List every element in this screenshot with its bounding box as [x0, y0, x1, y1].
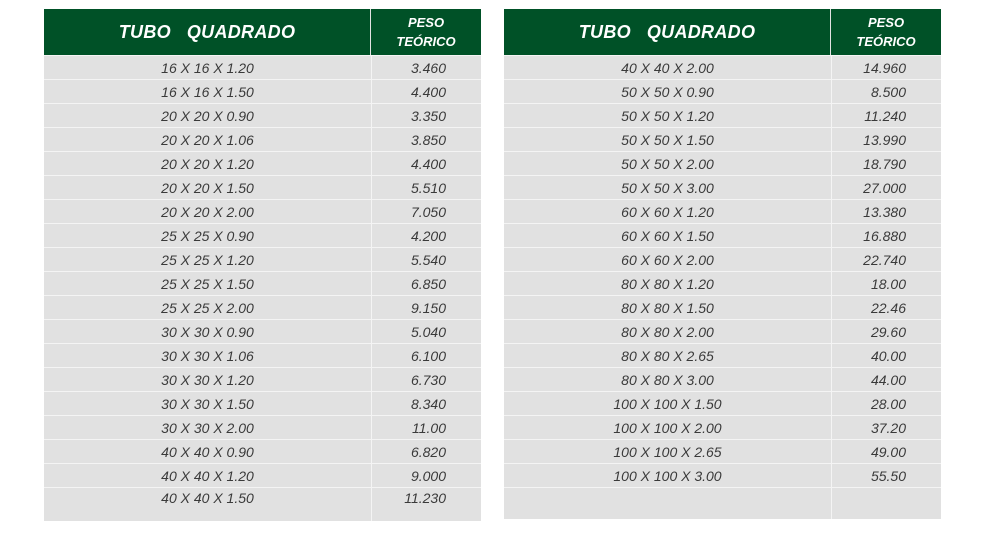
- weight-cell: 8.340: [371, 391, 481, 415]
- table-row: [504, 367, 941, 391]
- table-row: [44, 103, 481, 127]
- size-cell: 50 X 50 X 2.00: [504, 151, 831, 175]
- weight-cell: 5.040: [371, 319, 481, 343]
- weight-cell: 6.730: [371, 367, 481, 391]
- size-cell: 50 X 50 X 3.00: [504, 175, 831, 199]
- weight-cell: 55.50: [831, 463, 941, 487]
- weight-cell: 3.850: [371, 127, 481, 151]
- size-cell: 20 X 20 X 1.50: [44, 175, 371, 199]
- weight-cell: 9.000: [371, 463, 481, 487]
- size-cell: 80 X 80 X 3.00: [504, 367, 831, 391]
- weight-cell: 5.510: [371, 175, 481, 199]
- table-row: [44, 175, 481, 199]
- size-cell: 40 X 40 X 0.90: [44, 439, 371, 463]
- table-row: [44, 223, 481, 247]
- left-table-body: [44, 55, 481, 521]
- size-cell: 30 X 30 X 2.00: [44, 415, 371, 439]
- weight-cell: 18.00: [831, 271, 941, 295]
- size-cell: 100 X 100 X 1.50: [504, 391, 831, 415]
- profile-column-header: TUBO QUADRADO: [504, 9, 831, 55]
- table-row: [44, 343, 481, 367]
- size-cell: 20 X 20 X 1.20: [44, 151, 371, 175]
- size-cell: 16 X 16 X 1.50: [44, 79, 371, 103]
- size-cell: 50 X 50 X 0.90: [504, 79, 831, 103]
- right-table-body: [504, 55, 941, 519]
- weight-cell: 7.050: [371, 199, 481, 223]
- weight-cell: 11.230: [371, 487, 481, 521]
- size-cell: 100 X 100 X 2.65: [504, 439, 831, 463]
- weight-cell: 22.46: [831, 295, 941, 319]
- size-cell: 100 X 100 X 3.00: [504, 463, 831, 487]
- table-row: [44, 55, 481, 79]
- size-cell: 30 X 30 X 1.06: [44, 343, 371, 367]
- weight-cell: 27.000: [831, 175, 941, 199]
- weight-cell: 40.00: [831, 343, 941, 367]
- weight-cell: 4.200: [371, 223, 481, 247]
- table-header-row: [44, 9, 481, 55]
- table-row: [504, 271, 941, 295]
- size-cell: 20 X 20 X 2.00: [44, 199, 371, 223]
- table-row: [504, 415, 941, 439]
- size-cell: 80 X 80 X 2.65: [504, 343, 831, 367]
- table-row: [44, 439, 481, 463]
- weight-cell: 8.500: [831, 79, 941, 103]
- table-row: [504, 463, 941, 487]
- table-row: [504, 127, 941, 151]
- table-row: [504, 103, 941, 127]
- empty-cell: [504, 487, 831, 519]
- weight-cell: 6.850: [371, 271, 481, 295]
- weight-cell: 3.350: [371, 103, 481, 127]
- size-cell: 40 X 40 X 1.50: [44, 487, 371, 521]
- weight-cell: 14.960: [831, 55, 941, 79]
- table-row: [44, 79, 481, 103]
- size-cell: 30 X 30 X 1.20: [44, 367, 371, 391]
- table-row: [504, 151, 941, 175]
- weight-column-header: [371, 9, 481, 55]
- table-row: [504, 391, 941, 415]
- size-cell: 25 X 25 X 0.90: [44, 223, 371, 247]
- weight-header-line2: TEÓRICO: [396, 34, 456, 49]
- weight-cell: 4.400: [371, 151, 481, 175]
- table-row: [504, 439, 941, 463]
- weight-cell: 6.820: [371, 439, 481, 463]
- weight-cell: 11.00: [371, 415, 481, 439]
- weight-cell: 13.990: [831, 127, 941, 151]
- size-cell: 30 X 30 X 1.50: [44, 391, 371, 415]
- weight-cell: 4.400: [371, 79, 481, 103]
- right-weight-table: [504, 9, 941, 519]
- weight-cell: 6.100: [371, 343, 481, 367]
- size-cell: 60 X 60 X 1.50: [504, 223, 831, 247]
- table-row: [504, 79, 941, 103]
- left-weight-table: [44, 9, 481, 521]
- table-row: [504, 175, 941, 199]
- size-cell: 60 X 60 X 1.20: [504, 199, 831, 223]
- table-row: [44, 127, 481, 151]
- weight-cell: 49.00: [831, 439, 941, 463]
- table-row: [44, 247, 481, 271]
- size-cell: 40 X 40 X 2.00: [504, 55, 831, 79]
- table-row: [44, 151, 481, 175]
- size-cell: 80 X 80 X 2.00: [504, 319, 831, 343]
- table-header-row: [504, 9, 941, 55]
- empty-cell: [831, 487, 941, 519]
- weight-cell: 16.880: [831, 223, 941, 247]
- weight-header-line1: PESO: [867, 15, 905, 30]
- table-row: [44, 391, 481, 415]
- table-row: [504, 343, 941, 367]
- size-cell: 16 X 16 X 1.20: [44, 55, 371, 79]
- weight-cell: 5.540: [371, 247, 481, 271]
- size-cell: 50 X 50 X 1.20: [504, 103, 831, 127]
- table-row: [44, 271, 481, 295]
- size-cell: 80 X 80 X 1.50: [504, 295, 831, 319]
- weight-cell: 3.460: [371, 55, 481, 79]
- size-cell: 25 X 25 X 1.50: [44, 271, 371, 295]
- table-row: [44, 463, 481, 487]
- size-cell: 60 X 60 X 2.00: [504, 247, 831, 271]
- table-row: [44, 319, 481, 343]
- size-cell: 20 X 20 X 0.90: [44, 103, 371, 127]
- table-row: [504, 319, 941, 343]
- weight-cell: 9.150: [371, 295, 481, 319]
- weight-column-header: [831, 9, 941, 55]
- weight-cell: 13.380: [831, 199, 941, 223]
- weight-cell: 18.790: [831, 151, 941, 175]
- weight-cell: 28.00: [831, 391, 941, 415]
- table-row: [504, 295, 941, 319]
- table-row: [504, 55, 941, 79]
- size-cell: 25 X 25 X 2.00: [44, 295, 371, 319]
- table-row: [504, 247, 941, 271]
- size-cell: 20 X 20 X 1.06: [44, 127, 371, 151]
- table-row: [44, 415, 481, 439]
- weight-cell: 44.00: [831, 367, 941, 391]
- table-row: [44, 199, 481, 223]
- table-row: [44, 367, 481, 391]
- weight-cell: 22.740: [831, 247, 941, 271]
- size-cell: 100 X 100 X 2.00: [504, 415, 831, 439]
- size-cell: 25 X 25 X 1.20: [44, 247, 371, 271]
- weight-header-line1: PESO: [407, 15, 445, 30]
- size-cell: 30 X 30 X 0.90: [44, 319, 371, 343]
- size-cell: 80 X 80 X 1.20: [504, 271, 831, 295]
- empty-row: [504, 487, 941, 519]
- size-cell: 50 X 50 X 1.50: [504, 127, 831, 151]
- weight-cell: 37.20: [831, 415, 941, 439]
- table-row: [44, 487, 481, 521]
- weight-cell: 11.240: [831, 103, 941, 127]
- profile-column-header: TUBO QUADRADO: [44, 9, 371, 55]
- table-row: [504, 199, 941, 223]
- size-cell: 40 X 40 X 1.20: [44, 463, 371, 487]
- weight-cell: 29.60: [831, 319, 941, 343]
- table-row: [44, 295, 481, 319]
- weight-header-line2: TEÓRICO: [856, 34, 916, 49]
- table-row: [504, 223, 941, 247]
